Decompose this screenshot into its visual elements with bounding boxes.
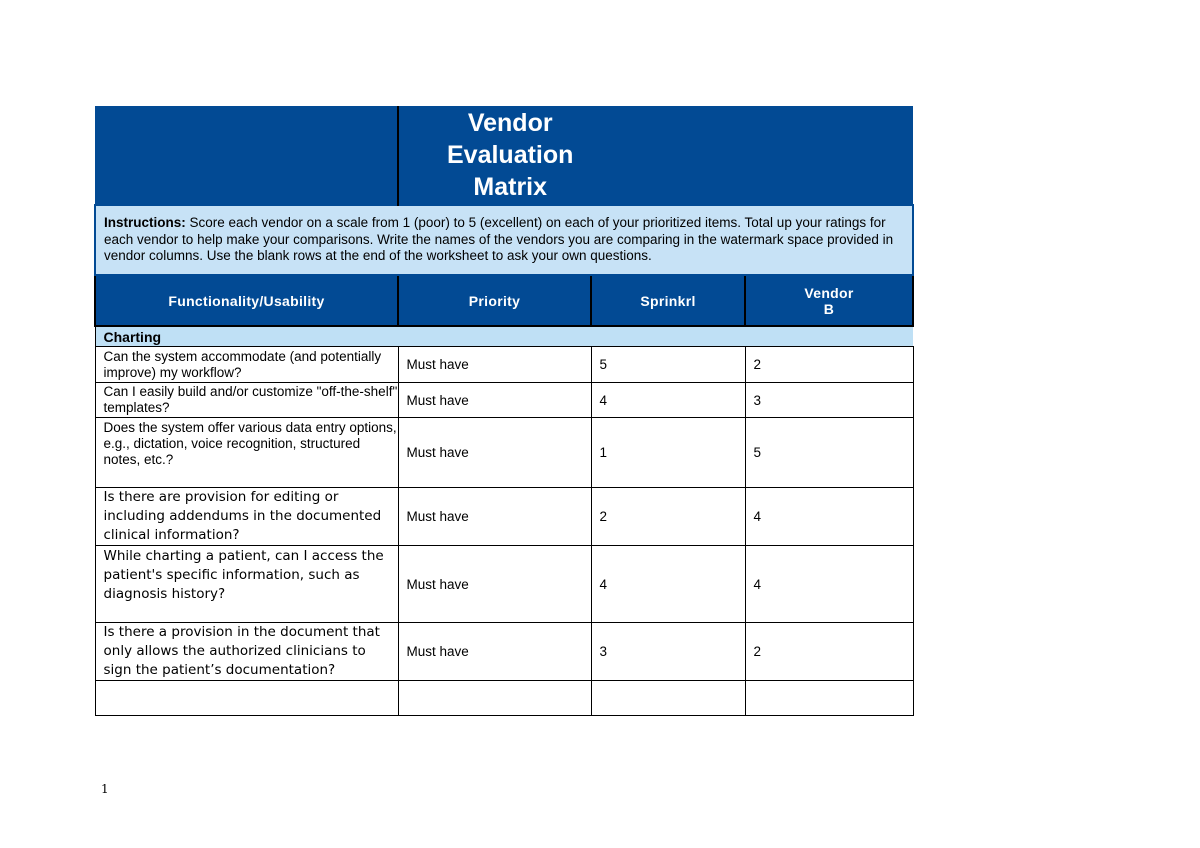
title-line-2: Evaluation xyxy=(447,141,574,169)
title-line-1: Vendor xyxy=(467,109,553,137)
vendor-b-score: 4 xyxy=(745,546,913,623)
vendor-a-score: 4 xyxy=(591,546,745,623)
vendor-b-score: 2 xyxy=(745,623,913,681)
question-cell: Is there a provision in the document that only allows the authorized clinicians to sign the patient’s documentation? xyxy=(95,623,398,681)
header-vendor-b-line1: Vendor xyxy=(804,284,854,301)
header-functionality: Functionality/Usability xyxy=(95,275,398,326)
blank-priority-cell xyxy=(398,681,591,716)
header-vendor-b-line2: B xyxy=(823,300,835,317)
header-vendor-a: Sprinkrl xyxy=(591,275,745,326)
vendor-b-score: 2 xyxy=(745,347,913,383)
title-left-blank xyxy=(95,106,398,205)
question-cell: Can I easily build and/or customize "off-the-shelf" templates? xyxy=(95,383,398,418)
vendor-evaluation-matrix xyxy=(94,106,914,716)
priority-cell: Must have xyxy=(398,347,591,383)
vendor-a-score: 1 xyxy=(591,418,745,488)
question-cell: Can the system accommodate (and potentially improve) my workflow? xyxy=(95,347,398,383)
instructions-text: Score each vendor on a scale from 1 (poor) to 5 (excellent) on each of your prioritized items. Total up your ratings for each vendor to help make your comparisons. Write the names of the vendors you are comparing in the watermark space provided in vendor columns. Use the blank rows at the end of the worksheet to ask your own questions. xyxy=(104,215,894,264)
vendor-a-score: 2 xyxy=(591,488,745,546)
header-vendor-b xyxy=(745,275,913,326)
section-title: Charting xyxy=(95,326,913,347)
table-row xyxy=(95,623,913,681)
section-row xyxy=(95,326,913,347)
priority-cell: Must have xyxy=(398,623,591,681)
vendor-a-score: 4 xyxy=(591,383,745,418)
vendor-b-score: 5 xyxy=(745,418,913,488)
priority-cell: Must have xyxy=(398,418,591,488)
page-number: 1 xyxy=(101,782,109,796)
vendor-a-score: 5 xyxy=(591,347,745,383)
question-cell xyxy=(95,546,398,623)
instructions-row xyxy=(95,205,913,275)
question-text: Does the system offer various data entry options, e.g., dictation, voice recognition, structured notes, etc.? xyxy=(103,420,397,467)
priority-cell: Must have xyxy=(398,488,591,546)
question-cell xyxy=(95,418,398,488)
instructions-cell xyxy=(95,205,913,275)
title-line-3: Matrix xyxy=(473,173,548,201)
vendor-a-score: 3 xyxy=(591,623,745,681)
priority-cell: Must have xyxy=(398,546,591,623)
blank-question-cell xyxy=(95,681,398,716)
table-row xyxy=(95,418,913,488)
matrix-title xyxy=(398,106,913,205)
table-row xyxy=(95,488,913,546)
header-row xyxy=(95,275,913,326)
title-row xyxy=(95,106,913,205)
blank-vendor-b-cell xyxy=(745,681,913,716)
vendor-b-score: 4 xyxy=(745,488,913,546)
blank-row xyxy=(95,681,913,716)
table-row xyxy=(95,546,913,623)
table-row xyxy=(95,347,913,383)
header-priority: Priority xyxy=(398,275,591,326)
table-row xyxy=(95,383,913,418)
instructions-label: Instructions: xyxy=(104,215,186,231)
blank-vendor-a-cell xyxy=(591,681,745,716)
question-text: While charting a patient, can I access the patient's specific information, such as diagnosis history? xyxy=(103,548,384,602)
priority-cell: Must have xyxy=(398,383,591,418)
question-cell: Is there are provision for editing or including addendums in the documented clinical information? xyxy=(95,488,398,546)
vendor-b-score: 3 xyxy=(745,383,913,418)
